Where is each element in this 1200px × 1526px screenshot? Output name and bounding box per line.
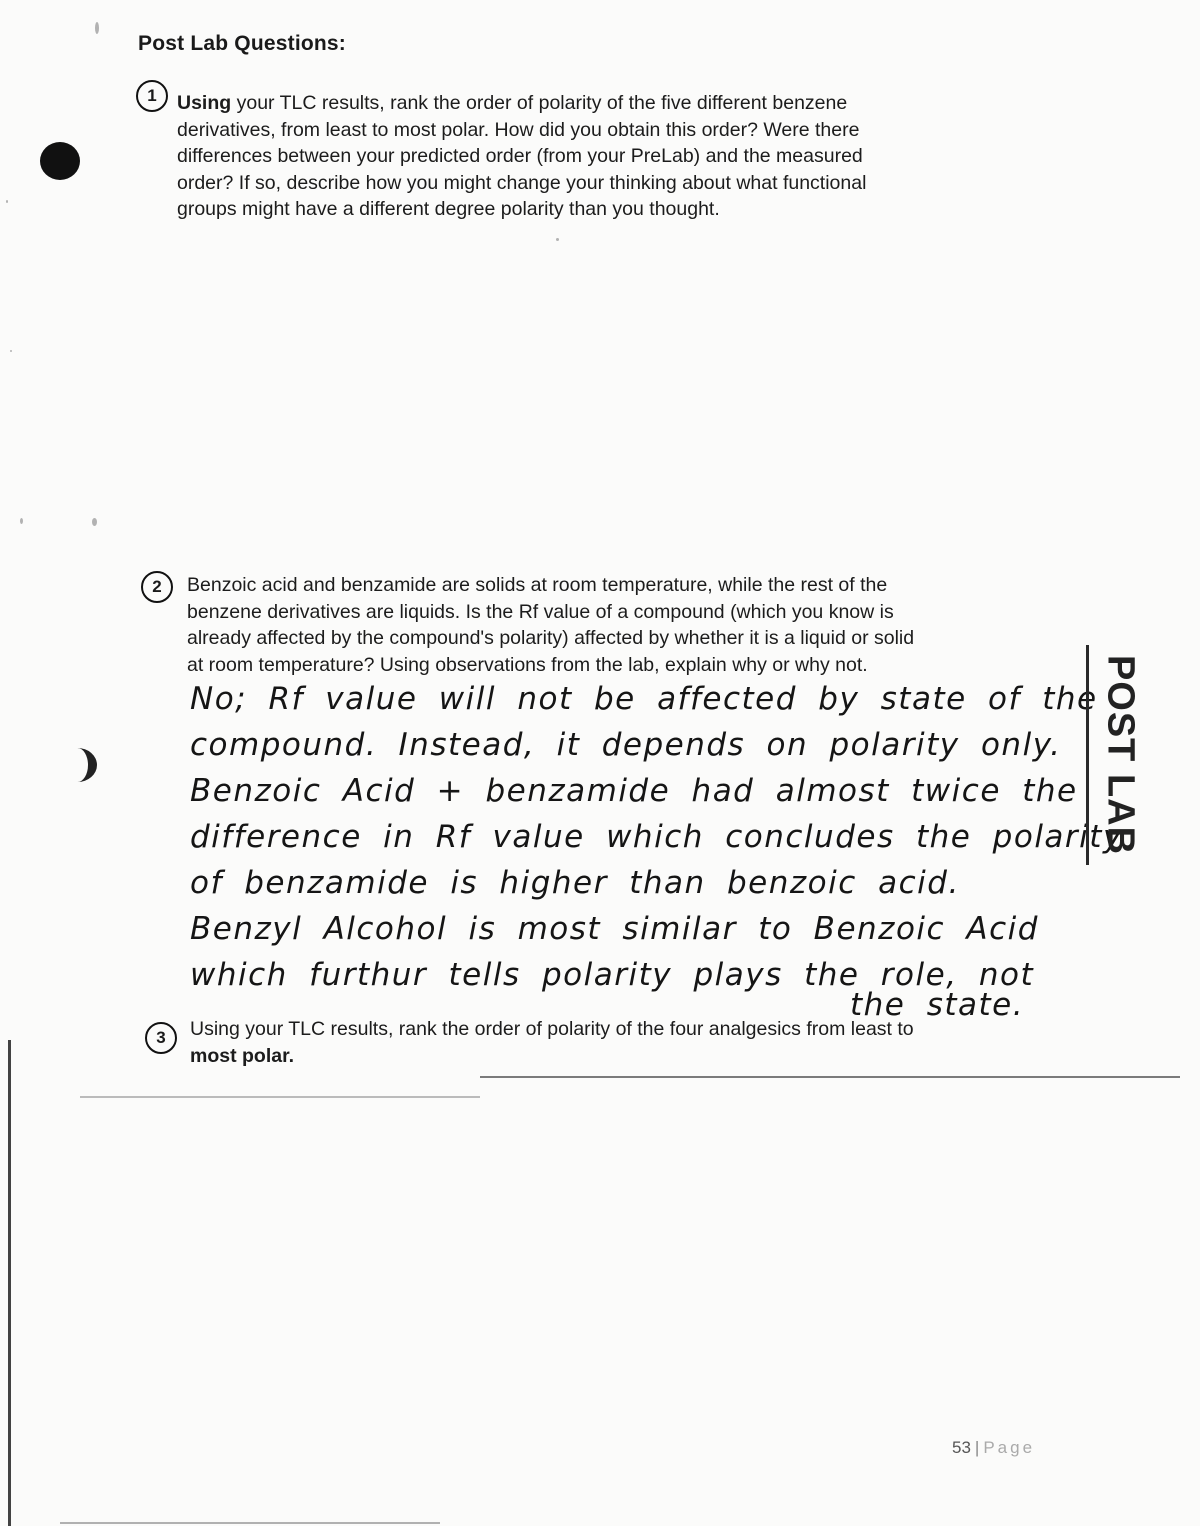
question-2-text bbox=[187, 572, 1067, 678]
answer-line: No; Rf value will not be affected by state of the bbox=[190, 681, 1098, 717]
question-2-line: already affected by the compound's polarity) affected by whether it is a liquid or solid bbox=[187, 627, 915, 649]
answer-line: the state. bbox=[850, 987, 1025, 1023]
answer-line: compound. Instead, it depends on polarity only. bbox=[190, 727, 1062, 763]
faint-rule-line bbox=[80, 1096, 480, 1098]
scan-edge-line bbox=[8, 1040, 11, 1526]
question-3-text bbox=[190, 1016, 1070, 1069]
answer-line: difference in Rf value which concludes the polarity bbox=[190, 819, 1123, 855]
question-3-line: most polar. bbox=[190, 1044, 295, 1067]
scan-speck bbox=[6, 200, 8, 203]
question-1-line: groups might have a different degree polarity than you thought. bbox=[177, 198, 720, 220]
scan-speck bbox=[556, 238, 559, 241]
question-1-line: differences between your predicted order (from your PreLab) and the measured bbox=[177, 145, 863, 167]
scan-speck bbox=[20, 518, 23, 524]
question-1-line: order? If so, describe how you might change your thinking about what functional bbox=[177, 171, 867, 194]
answer-line: Benzyl Alcohol is most similar to Benzoic Acid bbox=[190, 911, 1039, 947]
scan-speck bbox=[92, 518, 97, 526]
page-word: Page bbox=[983, 1438, 1036, 1457]
scan-speck bbox=[95, 22, 99, 34]
question-2-line: Benzoic acid and benzamide are solids at room temperature, while the rest of the bbox=[187, 574, 888, 596]
answer-line: which furthur tells polarity plays the role, not bbox=[190, 957, 1035, 993]
question-1-line: your TLC results, rank the order of polarity of the five different benzene bbox=[236, 92, 848, 114]
answer-line: of benzamide is higher than benzoic acid. bbox=[190, 865, 960, 901]
page-heading: Post Lab Questions: bbox=[138, 32, 346, 55]
faint-rule-line bbox=[60, 1522, 440, 1524]
question-1-number: 1 bbox=[136, 80, 168, 112]
page-footer bbox=[952, 1438, 1035, 1458]
question-2-line: at room temperature? Using observations from the lab, explain why or why not. bbox=[187, 653, 868, 676]
question-3-number: 3 bbox=[145, 1022, 177, 1054]
question-3-line: Using your TLC results, rank the order of polarity of the four analgesics from least to bbox=[190, 1018, 914, 1040]
post-lab-side-tab-label: POST LAB bbox=[1099, 654, 1142, 856]
question-2-number: 2 bbox=[141, 571, 173, 603]
question-1-line: derivatives, from least to most polar. How did you obtain this order? Were there bbox=[177, 118, 860, 141]
punch-hole-crescent bbox=[58, 748, 97, 782]
question-1-text bbox=[177, 90, 1017, 223]
handwritten-answer-q2 bbox=[190, 676, 1123, 1028]
faint-rule-line bbox=[480, 1076, 1180, 1078]
question-2-line: benzene derivatives are liquids. Is the Rf value of a compound (which you know is bbox=[187, 600, 894, 623]
footer-separator: | bbox=[974, 1438, 980, 1457]
punch-hole-mark bbox=[40, 142, 80, 180]
page-number: 53 bbox=[952, 1438, 971, 1457]
scan-speck bbox=[10, 350, 12, 352]
answer-line: Benzoic Acid + benzamide had almost twice the bbox=[190, 773, 1078, 809]
question-1-lead-word: Using bbox=[177, 92, 232, 114]
